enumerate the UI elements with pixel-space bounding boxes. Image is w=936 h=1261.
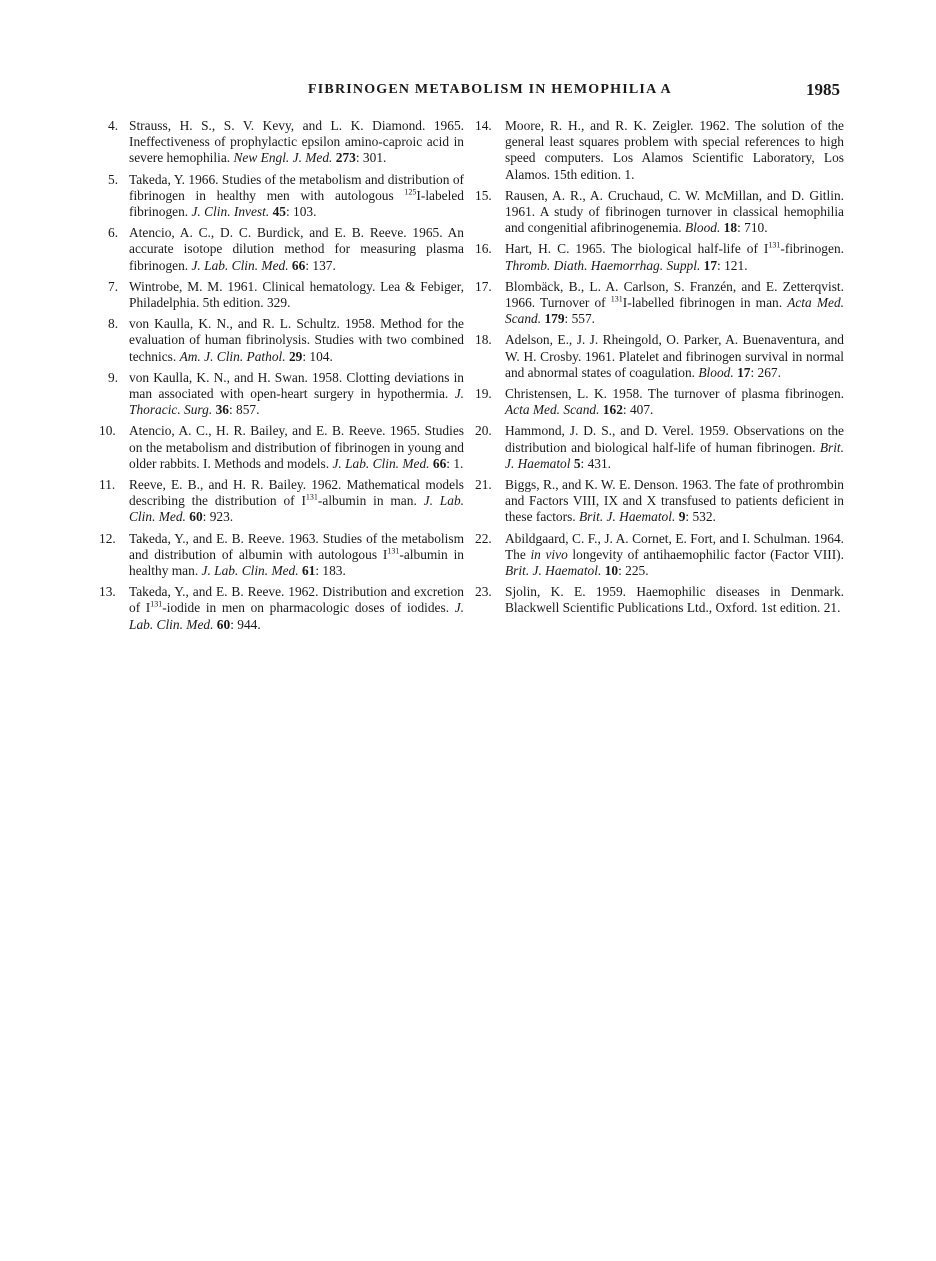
journal-title: Am. J. Clin. Pathol. <box>179 348 286 364</box>
reference-number: 4. <box>108 118 119 133</box>
isotope-superscript: 131 <box>305 492 318 502</box>
running-title: FIBRINOGEN METABOLISM IN HEMOPHILIA A <box>308 82 672 97</box>
volume-number: 18 <box>723 220 738 236</box>
journal-title: J. Lab. Clin. Med. <box>191 257 289 273</box>
reference-text: -iodide in men on pharmacologic doses of iodides. <box>162 600 455 616</box>
reference-text: : 407. <box>622 402 654 418</box>
reference-number: 15. <box>475 187 492 203</box>
reference-text: Strauss, H. S., S. V. Kevy, and L. K. Diamond. 1965. Ineffectiveness of prophylactic epsilon amino-caproic acid in severe hemophilia. <box>129 118 464 166</box>
volume-number: 60 <box>216 616 231 632</box>
reference-number: 14. <box>475 118 492 133</box>
reference-text: : 104. <box>302 348 333 364</box>
journal-title: Thromb. Diath. Haemorrhag. Suppl. <box>505 257 701 273</box>
reference-text: von Kaulla, K. N., and R. L. Schultz. 1958. Method for the evaluation of human fibrinolysis. Studies with two combined technics. <box>129 316 464 364</box>
reference-item <box>108 316 464 365</box>
reference-item <box>108 172 464 221</box>
reference-text: Sjolin, K. E. 1959. Haemophilic diseases in Denmark. Blackwell Scientific Publications Ltd., Oxford. 1st edition. 21. <box>505 584 844 616</box>
reference-text: Rausen, A. R., A. Cruchaud, C. W. McMillan, and D. Gitlin. 1961. A study of fibrinogen turnover in classical hemophilia and congenitial afibrinogenemia. <box>505 187 844 236</box>
journal-title: J. Clin. Invest. <box>191 204 270 220</box>
journal-title: Blood. <box>698 364 734 380</box>
reference-number: 17. <box>475 278 492 294</box>
reference-item <box>99 423 464 472</box>
reference-text: longevity of antihaemophilic factor (Factor VIII). <box>567 546 844 562</box>
volume-number: 179 <box>544 311 565 327</box>
reference-text: von Kaulla, K. N., and H. Swan. 1958. Clotting deviations in man associated with open-heart surgery in hypothermia. <box>129 369 464 402</box>
journal-title: Blood. <box>684 220 721 236</box>
reference-text: : 225. <box>618 563 649 579</box>
reference-text: : 857. <box>228 402 260 418</box>
journal-title: New Engl. J. Med. <box>233 150 333 166</box>
reference-item <box>475 278 844 328</box>
reference-text: : 301. <box>355 150 387 166</box>
isotope-superscript: 125 <box>404 187 417 197</box>
reference-text: : 137. <box>305 257 336 273</box>
reference-item <box>475 240 844 273</box>
reference-text: Christensen, L. K. 1958. The turnover of plasma fibrinogen. <box>505 386 844 402</box>
reference-number: 9. <box>108 369 119 385</box>
isotope-superscript: 131 <box>150 600 163 610</box>
volume-number: 66 <box>291 257 306 273</box>
reference-text: Takeda, Y. 1966. Studies of the metabolism and distribution of fibrinogen in healthy men with autologous <box>129 171 464 203</box>
reference-item <box>475 584 844 616</box>
reference-text: Hart, H. C. 1965. The biological half-life of I <box>505 241 769 257</box>
reference-text: I-labeled fibrinogen. <box>129 187 464 220</box>
reference-text: : 121. <box>717 257 748 273</box>
reference-text: I-labelled fibrinogen in man. <box>622 295 788 311</box>
journal-title: Brit. J. Haematol <box>505 439 844 471</box>
reference-item <box>108 118 464 167</box>
reference-text: : 532. <box>685 509 716 525</box>
reference-number: 18. <box>475 332 492 348</box>
volume-number: 5 <box>573 455 581 471</box>
reference-text: : 267. <box>750 364 781 380</box>
journal-title: Brit. J. Haematol. <box>579 509 676 525</box>
volume-number: 273 <box>335 150 356 166</box>
reference-text: Adelson, E., J. J. Rheingold, O. Parker, A. Buenaventura, and W. H. Crosby. 1961. Platelet and fibrinogen survival in normal and abnormal states of coagulation. <box>505 332 844 380</box>
reference-text: -albumin in man. <box>317 493 424 509</box>
reference-text: Biggs, R., and K. W. E. Denson. 1963. The fate of prothrombin and Factors VIII, IX and X transfused to patients deficient in these factors. <box>505 477 844 525</box>
reference-column-right <box>475 118 844 622</box>
isotope-superscript: 131 <box>387 546 400 556</box>
reference-text: Takeda, Y., and E. B. Reeve. 1963. Studies of the metabolism and distribution of albumin with autologous I <box>129 530 464 562</box>
reference-item <box>108 370 464 419</box>
reference-number: 12. <box>99 530 116 546</box>
journal-title: Brit. J. Haematol. <box>505 563 602 579</box>
reference-number: 10. <box>99 423 116 439</box>
volume-number: 66 <box>432 455 447 471</box>
volume-number: 17 <box>737 364 751 380</box>
reference-number: 13. <box>99 584 116 600</box>
reference-item <box>475 187 844 237</box>
volume-number: 29 <box>288 348 303 364</box>
reference-text: Atencio, A. C., D. C. Burdick, and E. B. Reeve. 1965. An accurate isotope dilution method for measuring plasma fibrinogen. <box>129 225 464 273</box>
reference-number: 20. <box>475 423 492 439</box>
journal-title: J. Lab. Clin. Med. <box>332 455 430 471</box>
volume-number: 162 <box>602 402 623 418</box>
page-header <box>0 80 936 104</box>
reference-text: : 183. <box>315 563 346 579</box>
reference-text: : 557. <box>564 311 596 327</box>
journal-title: Acta Med. Scand. <box>505 402 600 418</box>
reference-text: Wintrobe, M. M. 1961. Clinical hematology. Lea & Febiger, Philadelphia. 5th edition. 329. <box>129 278 464 311</box>
journal-title: J. Lab. Clin. Med. <box>201 563 299 579</box>
journal-title: Acta Med. Scand. <box>505 295 844 327</box>
reference-text: : 944. <box>230 616 261 632</box>
reference-item <box>475 118 844 183</box>
isotope-superscript: 131 <box>768 240 781 250</box>
reference-text: : 431. <box>580 455 612 471</box>
reference-item <box>475 386 844 418</box>
volume-number: 9 <box>678 509 686 525</box>
volume-number: 36 <box>215 402 229 418</box>
volume-number: 10 <box>604 563 619 579</box>
journal-title: J. Thoracic. Surg. <box>129 386 464 418</box>
reference-item <box>475 530 844 580</box>
reference-item <box>108 225 464 274</box>
reference-text: Blombäck, B., L. A. Carlson, S. Franzén, and E. Zetterqvist. 1966. Turnover of <box>505 278 844 311</box>
volume-number: 60 <box>189 509 203 525</box>
reference-number: 16. <box>475 241 492 257</box>
isotope-superscript: 131 <box>610 294 623 304</box>
reference-item <box>475 332 844 381</box>
reference-item <box>475 477 844 526</box>
volume-number: 61 <box>301 563 316 579</box>
journal-title: J. Lab. Clin. Med. <box>129 600 465 632</box>
reference-text: : 710. <box>737 220 768 236</box>
reference-number: 11. <box>99 477 116 493</box>
reference-item <box>475 423 844 472</box>
reference-column-left <box>99 118 465 638</box>
reference-text: Abildgaard, C. F., J. A. Cornet, E. Fort, and I. Schulman. 1964. The <box>505 530 844 562</box>
reference-number: 8. <box>108 316 119 332</box>
reference-number: 23. <box>475 584 492 600</box>
page-number: 1985 <box>806 80 840 99</box>
reference-text: Takeda, Y., and E. B. Reeve. 1962. Distribution and excretion of I <box>129 584 464 616</box>
journal-title: J. Lab. Clin. Med. <box>129 493 464 525</box>
reference-number: 6. <box>108 225 119 241</box>
reference-text: Atencio, A. C., H. R. Bailey, and E. B. Reeve. 1965. Studies on the metabolism and distribution of fibrinogen in young and older rabbits. I. Methods and models. <box>129 423 464 471</box>
reference-number: 21. <box>475 477 492 493</box>
reference-item <box>99 477 464 526</box>
reference-text: : 923. <box>202 509 234 525</box>
volume-number: 45 <box>272 204 286 220</box>
reference-number: 5. <box>108 171 119 187</box>
journal-title: in vivo <box>530 546 568 562</box>
reference-item <box>108 279 464 311</box>
reference-text: -fibrinogen. <box>780 241 844 257</box>
reference-item <box>99 530 465 580</box>
reference-number: 22. <box>475 530 492 546</box>
reference-item <box>99 584 465 633</box>
reference-number: 7. <box>108 278 119 294</box>
reference-text: Reeve, E. B., and H. R. Bailey. 1962. Mathematical models describing the distribution of I <box>129 477 464 509</box>
reference-text: -albumin in healthy man. <box>129 546 465 579</box>
volume-number: 17 <box>703 257 718 273</box>
reference-text: Hammond, J. D. S., and D. Verel. 1959. Observations on the distribution and biological half-life of human fibrinogen. <box>505 423 844 455</box>
reference-text: : 1. <box>446 455 464 471</box>
reference-text: Moore, R. H., and R. K. Zeigler. 1962. The solution of the general least squares problem with special references to high speed computers. Los Alamos Scientific Laboratory, Los Alamos. 15th edition. 1. <box>505 118 844 182</box>
reference-number: 19. <box>475 386 492 402</box>
reference-text: : 103. <box>285 204 317 220</box>
